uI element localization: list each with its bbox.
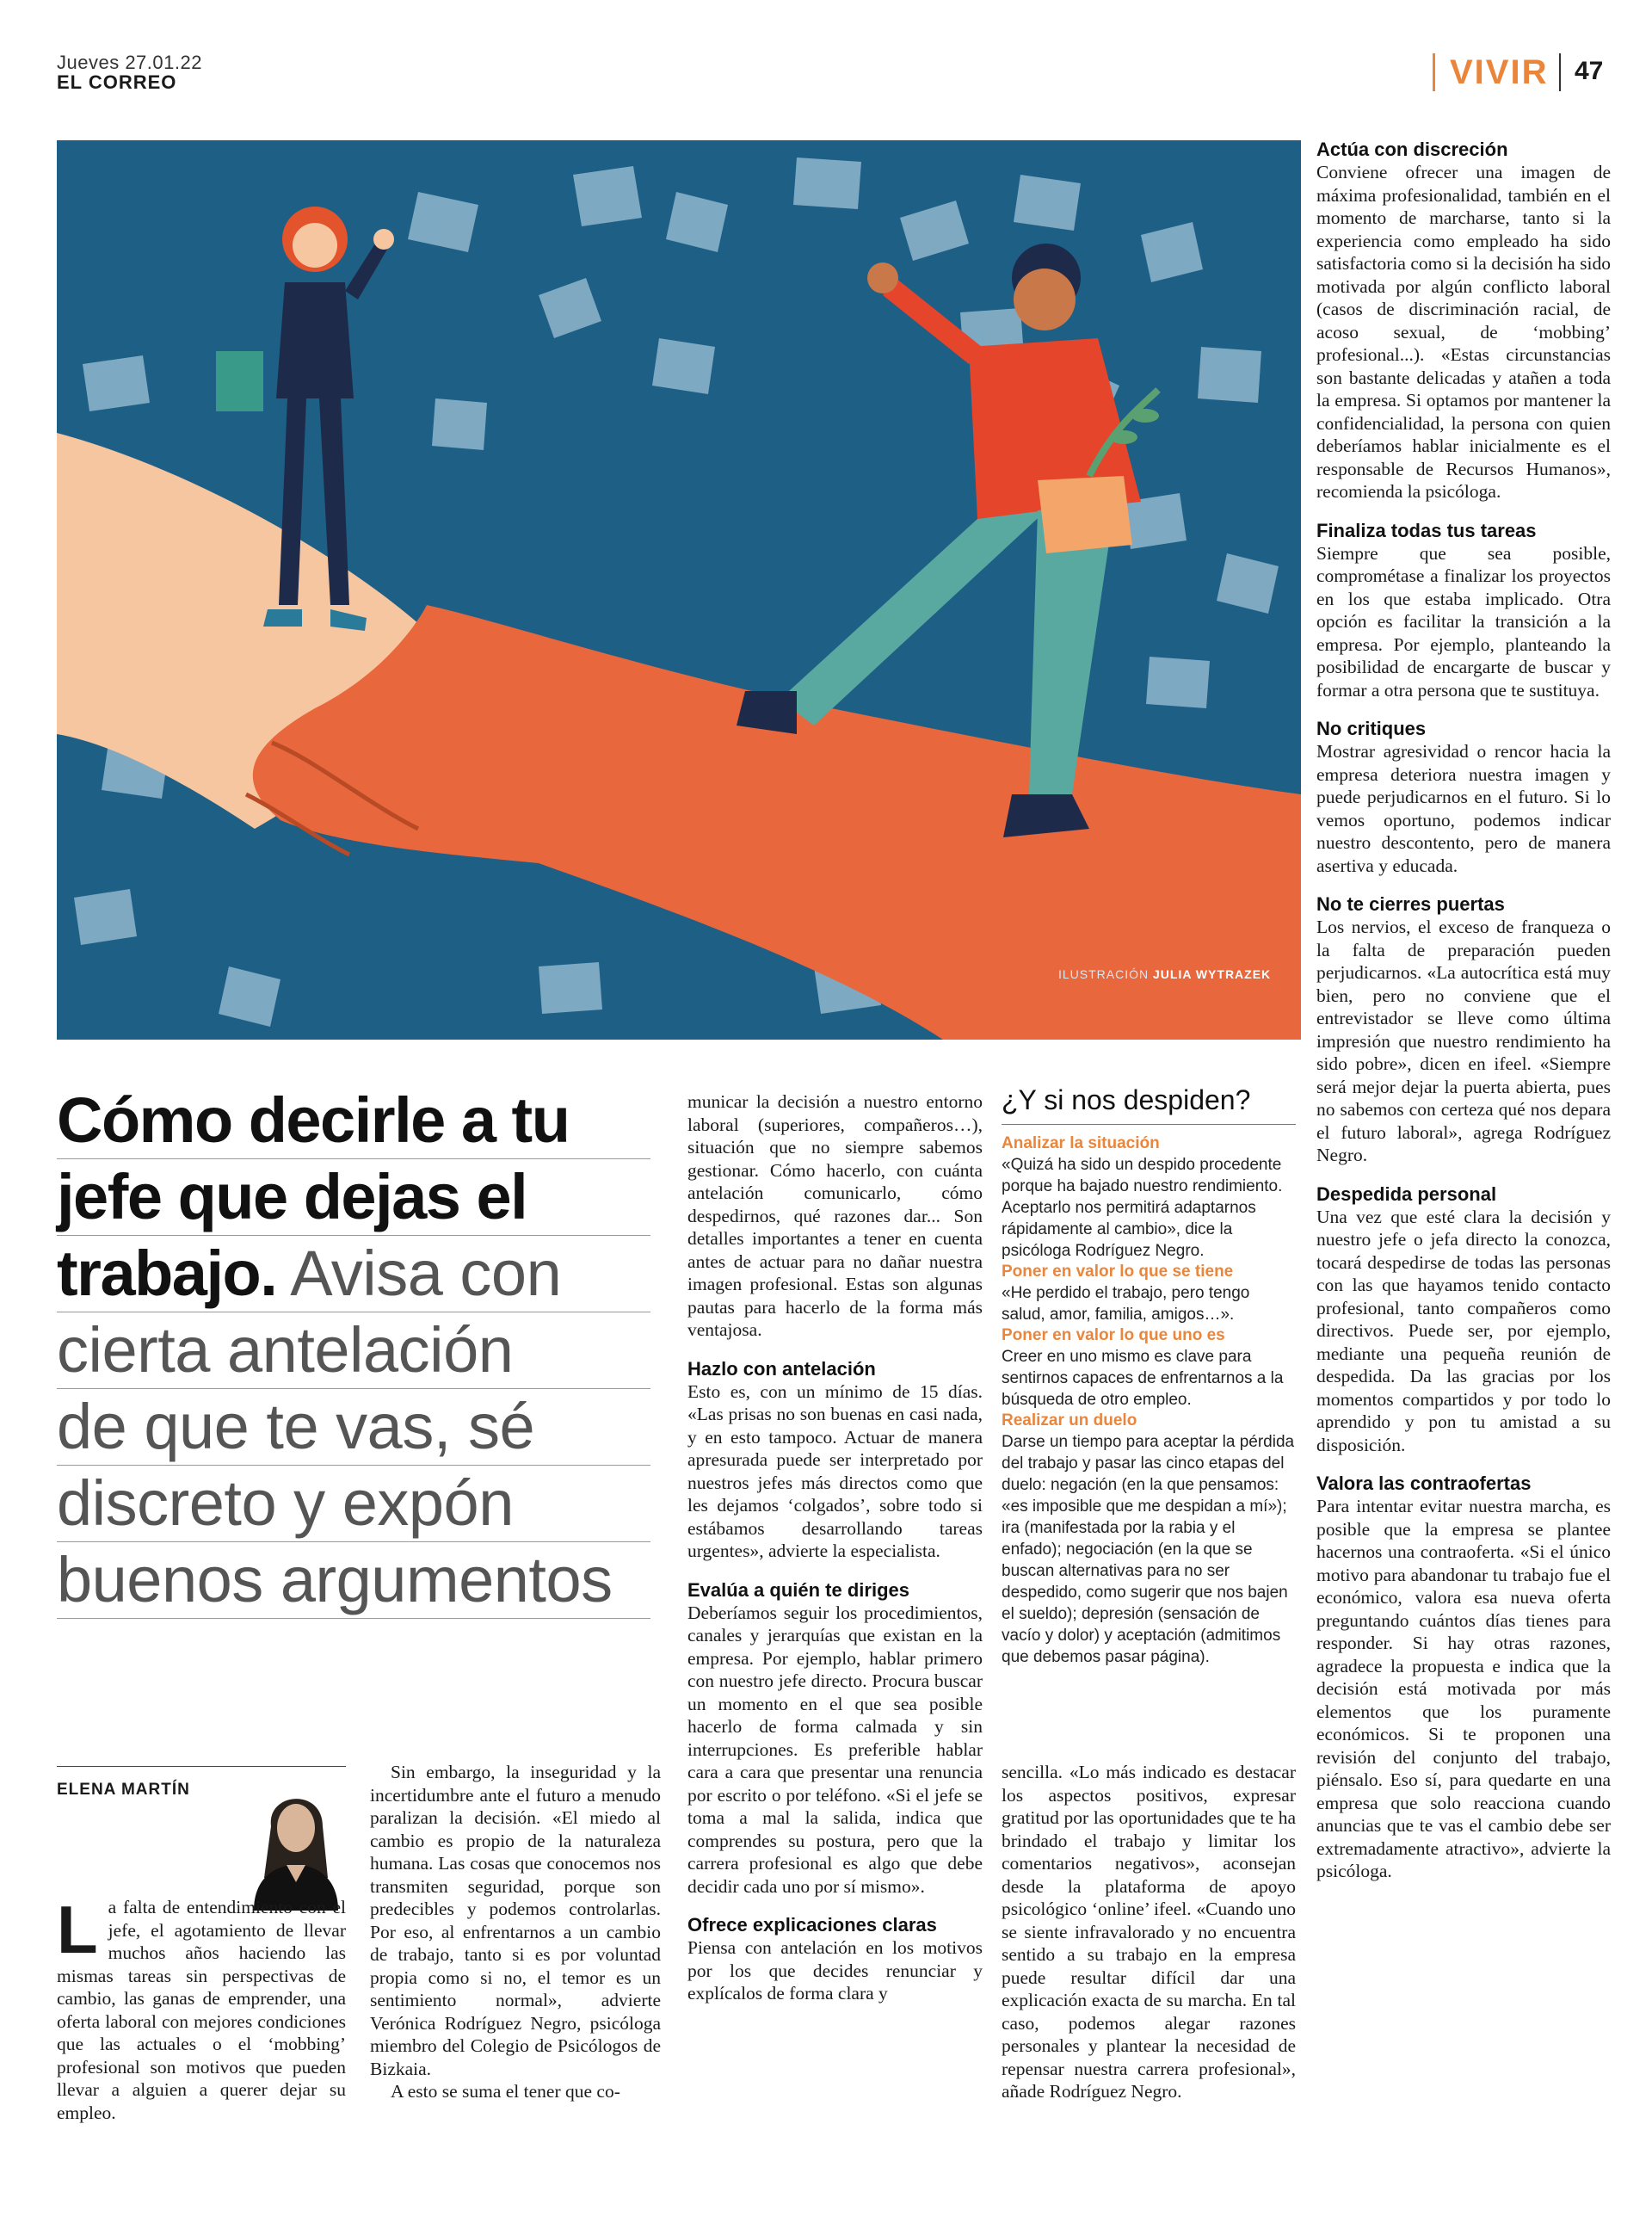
article-headline — [57, 1083, 650, 1619]
article-column-1 — [57, 1892, 346, 2124]
subheading: Finaliza todas tus tareas — [1316, 519, 1537, 541]
subheading: No critiques — [1316, 718, 1427, 739]
author-byline: ELENA MARTÍN — [57, 1781, 190, 1799]
sidebar-heading: Poner en valor lo que uno es — [1002, 1326, 1225, 1344]
subheading: Despedida personal — [1316, 1182, 1497, 1205]
subheading: Hazlo con antelación — [687, 1357, 876, 1380]
page-number: 47 — [1575, 57, 1604, 85]
newspaper-name: EL CORREO — [57, 71, 177, 93]
page-divider — [1559, 53, 1561, 91]
body-paragraph: Los nervios, el exceso de franqueza o la falta de preparación pueden perjudicarnos. «La autocrítica está muy bien, pero no conviene que el entrevistador se lleve como última impresión que nuestro rendimiento ha sido pobre», dicen en ifeel. «Siempre será mejor dejar la puerta abierta, pues no sabemos con certeza qué nos depara el futuro laboral», agrega Rodríguez Negro. — [1316, 917, 1611, 1165]
body-paragraph: sencilla. «Lo más indicado es destacar los aspectos positivos, expresar gratitud por las oportunidades que te ha brindado el trabajo y limitar los comentarios negativos», aconsejan desde la plataforma de apoyo psicológico ‘online’ ifeel. «Cuando uno se siente infravalorado y no encuentra sentido a su trabajo en la empresa puede resultar difícil dar una explicación exacta de su marcha. En tal caso, podemos alegar razones personales y plantear la necesidad de repensar nuestra carrera profesional», añade Rodríguez Negro. — [1002, 1762, 1296, 2102]
sidebar-title: ¿Y si nos despiden? — [1002, 1083, 1296, 1125]
sidebar-heading: Analizar la situación — [1002, 1134, 1160, 1152]
body-paragraph: Esto es, con un mínimo de 15 días. «Las prisas no son buenas en casi nada, y en esto tampoco. Actuar de manera apresurada puede ser interpretado por nuestros jefes más directos como que les dejamos ‘colgados’, sobre todo si estábamos desarrollando tareas urgentes», advierte la especialista. — [687, 1380, 983, 1561]
subheading: Evalúa a quién te diriges — [687, 1578, 909, 1601]
body-paragraph: Para intentar evitar nuestra marcha, es posible que la empresa se plantee hacernos una contraoferta. «Si el único motivo para abandonar tu trabajo fue el económico, valora esa nueva oferta preguntando cuántos días tienes para responder. Si hay otras razones, agradece la propuesta e indica que la decisión está motivada por más elementos que los puramente económicos. Si te proponen una revisión del conjunto del trabajo, piénsalo. Eso sí, para quedarte en una empresa que solo reacciona cuando anuncias que te vas el cambio debe ser extremadamente atractivo», advierte la psicóloga. — [1316, 1496, 1611, 1881]
headline-line: de que te vas, sé — [57, 1389, 650, 1466]
subheading: Ofrece explicaciones claras — [687, 1914, 937, 1936]
drop-cap: L — [57, 1892, 98, 1967]
body-paragraph: Mostrar agresividad o rencor hacia la empresa deteriora nuestra imagen y puede perjudicarnos en el futuro. Si lo vemos oportuno, podemos indicar nuestro descontento, pero de manera asertiva y educada. — [1316, 741, 1611, 876]
illustration-credit — [1058, 967, 1271, 981]
main-illustration — [57, 140, 1301, 1040]
issue-date: Jueves 27.01.22 — [57, 52, 202, 73]
sidebar-box — [1002, 1083, 1296, 1668]
credit-prefix: ILUSTRACIÓN — [1058, 967, 1150, 981]
body-paragraph: Conviene ofrecer una imagen de máxima profesionalidad, también en el momento de marcharse, tanto si la experiencia como empleado ha sido satisfactoria como si la decisión ha sido motivada por algún conflicto laboral (casos de discriminación racial, de acoso sexual, de ‘mobbing’ profesional...). «Estas circunstancias son bastante delicadas y atañen a toda la empresa. Si optamos por mantener la confidencialidad, la persona con quien deberíamos hablar inicialmente es el responsable de Recursos Humanos», recomienda la psicóloga. — [1316, 162, 1611, 502]
byline-rule — [57, 1766, 346, 1767]
subheading: Actúa con discreción — [1316, 139, 1508, 160]
body-paragraph: A esto se suma el tener que co- — [391, 2081, 620, 2102]
article-column-2 — [370, 1761, 661, 2103]
headline-line: discreto y expón — [57, 1466, 650, 1542]
sidebar-text: Creer en uno mismo es clave para sentirnos capaces de enfrentarnos a la búsqueda de otro empleo. — [1002, 1348, 1284, 1409]
headline-line — [57, 1236, 650, 1312]
sidebar-text: «He perdido el trabajo, pero tengo salud, amor, familia, amigos…». — [1002, 1284, 1250, 1324]
sidebar-heading: Realizar un duelo — [1002, 1411, 1137, 1429]
body-text: a falta de entendimiento con el jefe, el agotamiento de llevar muchos años haciendo las mismas tareas sin perspectivas de cambio, las ganas de emprender, una oferta laboral con mejores condiciones que las actuales o el ‘mobbing’ profesional son motivos que pueden llevar a alguien a querer dejar su empleo. — [57, 1897, 346, 2123]
body-paragraph: Deberíamos seguir los procedimientos, canales y jerarquías que existan en la empresa. Por ejemplo, hablar primero con nuestro jefe directo. Procura buscar un momento en el que sea posible hacerlo de forma calmada y sin interrupciones. Es preferible hablar cara a cara que presentar una renuncia por escrito o por teléfono. «Si el jefe se toma a mal la salida, indica que comprendes su postura, pero que la carrera profesional es algo que debe decidir cada uno por sí mismo». — [687, 1602, 983, 1897]
author-photo — [245, 1775, 347, 1911]
article-column-5 — [1316, 138, 1611, 1883]
sidebar-text: Darse un tiempo para aceptar la pérdida del trabajo y pasar las cinco etapas del duelo: negación (en la que pensamos: «es imposible que me despidan a mí»); ira (manifestada por la rabia y el enfado); negociación (en la que se buscan alternativas para no ser despedido, como sugerir que nos bajen el sueldo); depresión (sensación de vacío y dolor) y aceptación (admitimos que debemos pasar página). — [1002, 1433, 1295, 1666]
body-paragraph: Sin embargo, la inseguridad y la incertidumbre ante el futuro a menudo paralizan la decisión. «El miedo al cambio es propio de la naturaleza humana. Las cosas que conocemos nos transmiten seguridad, porque son predecibles y podemos controlarlas. Por eso, al enfrentarnos a un cambio de trabajo, tanto si es por voluntad propia como si no, el temor es un sentimiento normal», advierte Verónica Rodríguez Negro, psicóloga miembro del Colegio de Psicólogos de Bizkaia. — [370, 1762, 661, 2079]
author-portrait — [245, 1775, 347, 1911]
article-column-4 — [1002, 1761, 1296, 2103]
handshake-illustration — [57, 140, 1301, 1040]
headline-line: buenos argumentos — [57, 1542, 650, 1619]
headline-line: jefe que dejas el — [57, 1159, 650, 1236]
body-paragraph: Una vez que esté clara la decisión y nuestro jefe o jefa directo la conozca, tocará despedirse de todas las personas con las que hayamos tenido contacto profesional, tanto compañeros como directivos. Puede ser, por ejemplo, mediante una pequeña reunión de despedida. Da las gracias por los momentos compartidos y por todo lo aprendido y pon tu amistad a su disposición. — [1316, 1206, 1611, 1455]
subheading: No te cierres puertas — [1316, 893, 1505, 915]
subheading: Valora las contraofertas — [1316, 1473, 1532, 1494]
headline-line: Cómo decirle a tu — [57, 1083, 650, 1159]
body-paragraph: Siempre que sea posible, comprométase a finalizar los proyectos en los que estaba implicado. Otra opción es facilitar la transición a la empresa. Por ejemplo, planteando la posibilidad de encargarte de buscar y formar a otra persona que te sustituya. — [1316, 542, 1611, 701]
article-column-3 — [687, 1090, 983, 2005]
body-paragraph: municar la decisión a nuestro entorno laboral (superiores, compañeros…), situación que no siempre sabemos gestionar. Cómo hacerlo, con cuánta antelación comunicarlo, cómo despedirnos, qué razones dar... Son detalles importantes a tener en cuenta antes de actuar para no dañar nuestra imagen profesional. Estas son algunas pautas para hacerlo de la forma más ventajosa. — [687, 1091, 983, 1340]
sidebar-text: «Quizá ha sido un despido procedente porque ha bajado nuestro rendimiento. Aceptarlo nos permitirá adaptarnos rápidamente al cambio», dice la psicóloga Rodríguez Negro. — [1002, 1156, 1283, 1260]
credit-name: JULIA WYTRAZEK — [1153, 967, 1272, 981]
headline-bold-part: trabajo. — [57, 1238, 277, 1309]
headline-line: cierta antelación — [57, 1312, 650, 1389]
sidebar-heading: Poner en valor lo que se tiene — [1002, 1263, 1234, 1281]
section-divider — [1433, 53, 1435, 91]
section-name: VIVIR — [1450, 53, 1549, 91]
body-paragraph: Piensa con antelación en los motivos por los que decides renunciar y explícalos de forma clara y — [687, 1937, 983, 2004]
headline-light-part: Avisa con — [276, 1238, 562, 1309]
